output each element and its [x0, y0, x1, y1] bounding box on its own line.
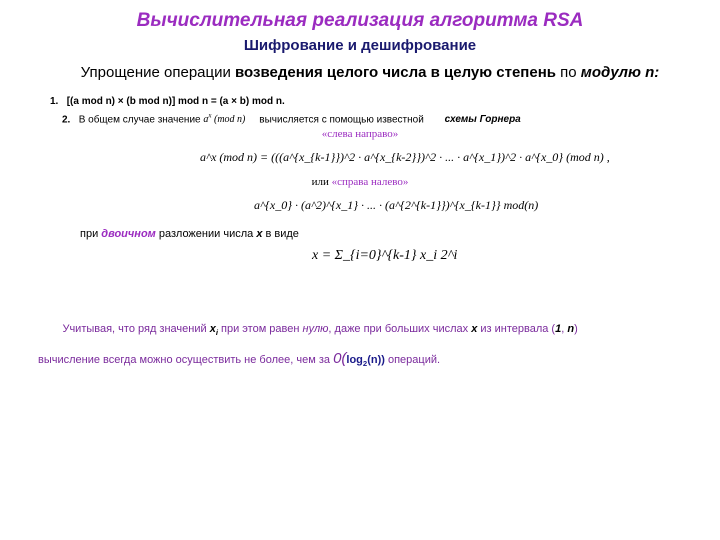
intro-mid: по	[555, 64, 581, 81]
item2-expr: $a^x$ (mod n)	[203, 112, 246, 126]
binary-sum-formula: x = Σ_{i=0}^{k-1} x_i 2^i	[312, 248, 458, 263]
page-subtitle: Шифрование и дешифрование	[243, 37, 477, 54]
item2-suffix: вычисляется с помощью известной	[259, 114, 424, 126]
page-title: Вычислительная реализация алгоритма RSA	[136, 10, 584, 31]
or-line	[0, 176, 720, 188]
left-to-right-label: «слева направо»	[321, 128, 399, 140]
intro-prefix: Упрощение операции	[80, 64, 236, 81]
binary-word: двоичном	[101, 228, 156, 240]
horner-formula-left-to-right: a^x (mod n) = (((a^{x_{k-1}})^2 · a^{x_{k-2}})^2 · ... · a^{x_1})^2 · a^{x_0} (mod n) ,	[200, 150, 610, 164]
intro-italic: модулю n:	[580, 64, 660, 81]
binary-decomposition-text: при двоичном разложении числа x в виде	[80, 228, 299, 240]
item2-prefix: В общем случае значение	[78, 114, 201, 126]
right-to-left-label: «справа налево»	[331, 176, 409, 188]
item1-number: 1.	[50, 96, 59, 107]
list-item-1	[50, 96, 285, 107]
list-item-2	[62, 112, 521, 125]
or-word: или	[311, 176, 329, 188]
item1-text: [(a mod n) × (b mod n)] mod n = (a × b) mod n.	[66, 96, 285, 107]
item2-horner: схемы Горнера	[444, 114, 521, 126]
intro-bold: возведения целого числа в целую степень	[235, 64, 556, 81]
intro-paragraph	[60, 62, 680, 83]
item2-number: 2.	[62, 114, 71, 126]
conclusion-paragraph: Учитывая, что ряд значений $x_i$ при этом равен нулю, даже при больших числах x из интервала (1, n) вычисление всегда можно осуществить не более, чем за $0(\log_2(n))$ операций.	[38, 323, 578, 369]
horner-formula-right-to-left: a^{x_0} · (a^2)^{x_1} · ... · (a^{2^{k-1}})^{x_{k-1}} mod(n)	[254, 198, 539, 212]
